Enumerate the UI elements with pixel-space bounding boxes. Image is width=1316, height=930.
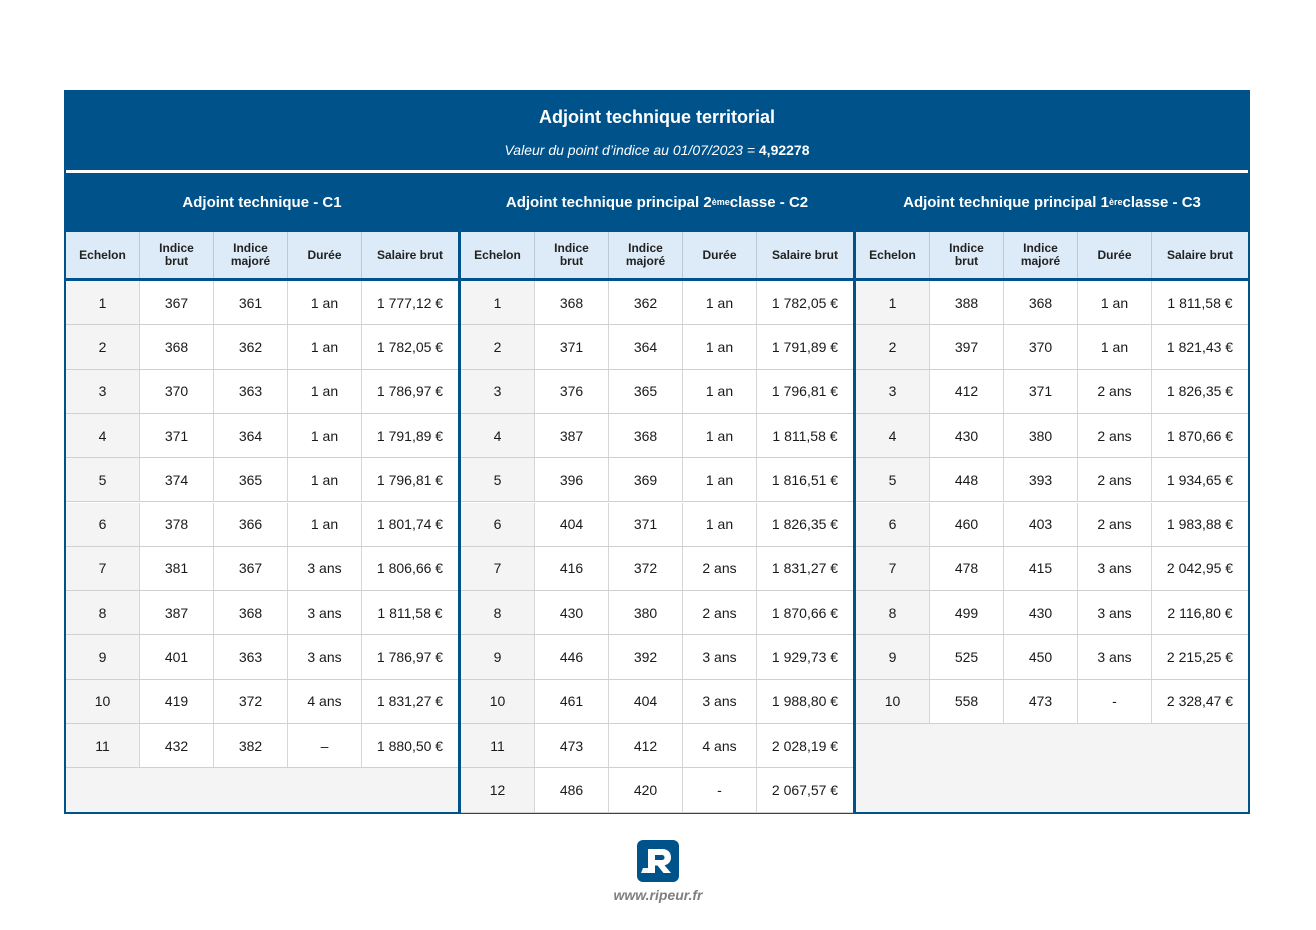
cell-duree: 1 an	[683, 325, 757, 368]
table-row	[856, 370, 1248, 414]
cell-echelon: 8	[66, 591, 140, 634]
cell-indice-brut: 396	[535, 458, 609, 501]
table-row	[66, 635, 458, 679]
cell-indice-majore: 380	[1004, 414, 1078, 457]
cell-indice-majore: 365	[609, 370, 683, 413]
cell-indice-brut: 387	[535, 414, 609, 457]
cell-indice-brut: 558	[930, 680, 1004, 723]
table-row	[66, 414, 458, 458]
cell-salaire-brut: 1 782,05 €	[376, 338, 444, 355]
cell-echelon: 1	[66, 281, 140, 324]
grade-block-c1	[66, 173, 458, 812]
cell-salaire-brut: 1 870,66 €	[1166, 427, 1234, 444]
cell-echelon: 10	[856, 680, 930, 723]
cell-salaire-brut: 1 796,81 €	[771, 383, 839, 400]
cell-echelon: 4	[461, 414, 535, 457]
column-header-salaire-brut: Salaire brut	[1166, 247, 1234, 262]
cell-salaire-brut: 1 870,66 €	[771, 604, 839, 621]
cell-duree: 2 ans	[1078, 503, 1152, 546]
grade-rows	[461, 281, 853, 812]
cell-echelon: 5	[856, 458, 930, 501]
table-row	[461, 547, 853, 591]
cell-indice-majore: 371	[1004, 370, 1078, 413]
cell-indice-brut: 460	[930, 503, 1004, 546]
cell-duree: 2 ans	[1078, 458, 1152, 501]
column-header-indice-majore: Indice majoré	[1004, 232, 1078, 278]
table-row	[461, 370, 853, 414]
cell-indice-majore: 404	[609, 680, 683, 723]
cell-duree: 4 ans	[288, 680, 362, 723]
cell-indice-brut: 404	[535, 503, 609, 546]
column-header-echelon: Echelon	[856, 232, 930, 278]
column-header-duree: Durée	[683, 232, 757, 278]
cell-echelon: 5	[461, 458, 535, 501]
cell-echelon: 2	[461, 325, 535, 368]
cell-duree: 3 ans	[288, 591, 362, 634]
cell-indice-majore: 363	[214, 635, 288, 678]
cell-indice-majore: 368	[1004, 281, 1078, 324]
cell-duree: 3 ans	[683, 635, 757, 678]
cell-salaire-brut: 2 028,19 €	[771, 737, 839, 754]
cell-duree: 1 an	[683, 281, 757, 324]
cell-salaire-brut: 1 811,58 €	[772, 427, 838, 444]
table-row	[856, 414, 1248, 458]
cell-echelon: 9	[856, 635, 930, 678]
cell-indice-brut: 419	[140, 680, 214, 723]
cell-duree: 2 ans	[1078, 370, 1152, 413]
cell-indice-brut: 371	[535, 325, 609, 368]
cell-duree: 1 an	[288, 458, 362, 501]
cell-duree: 3 ans	[1078, 591, 1152, 634]
cell-indice-majore: 366	[214, 503, 288, 546]
grade-rows	[66, 281, 458, 812]
cell-indice-majore: 365	[214, 458, 288, 501]
salary-grid-table	[64, 90, 1250, 814]
cell-echelon: 2	[66, 325, 140, 368]
cell-indice-brut: 446	[535, 635, 609, 678]
cell-indice-majore: 403	[1004, 503, 1078, 546]
table-row	[461, 458, 853, 502]
cell-echelon: 12	[461, 768, 535, 811]
cell-indice-majore: 473	[1004, 680, 1078, 723]
cell-indice-brut: 448	[930, 458, 1004, 501]
cell-indice-brut: 412	[930, 370, 1004, 413]
grade-title-text: Adjoint technique principal 2	[505, 193, 712, 211]
grade-title	[856, 173, 1248, 231]
grade-title-text: Adjoint technique - C1	[182, 193, 342, 211]
cell-indice-brut: 371	[140, 414, 214, 457]
cell-salaire-brut: 2 328,47 €	[1166, 693, 1234, 710]
empty-area	[66, 768, 458, 812]
cell-indice-majore: 371	[609, 503, 683, 546]
cell-salaire-brut: 1 816,51 €	[771, 471, 839, 488]
table-row	[66, 325, 458, 369]
cell-salaire-brut: 1 826,35 €	[771, 516, 839, 533]
cell-indice-majore: 415	[1004, 547, 1078, 590]
cell-duree: 1 an	[683, 458, 757, 501]
cell-salaire-brut: 1 801,74 €	[376, 516, 444, 533]
grade-block-c3	[856, 173, 1248, 812]
grade-title-sup: ère	[1108, 197, 1123, 207]
column-header-indice-brut: Indice brut	[930, 232, 1004, 278]
cell-echelon: 7	[856, 547, 930, 590]
cell-echelon: 3	[856, 370, 930, 413]
cell-indice-majore: 450	[1004, 635, 1078, 678]
table-row	[66, 591, 458, 635]
table-row	[461, 281, 853, 325]
cell-duree: 3 ans	[1078, 635, 1152, 678]
cell-salaire-brut: 1 821,43 €	[1166, 338, 1234, 355]
table-row	[66, 503, 458, 547]
cell-indice-majore: 372	[214, 680, 288, 723]
cell-indice-majore: 430	[1004, 591, 1078, 634]
cell-salaire-brut: 1 934,65 €	[1166, 471, 1234, 488]
table-row	[856, 635, 1248, 679]
cell-salaire-brut: 2 215,25 €	[1166, 649, 1234, 666]
cell-echelon: 8	[856, 591, 930, 634]
cell-salaire-brut: 1 811,58 €	[1167, 294, 1233, 311]
cell-indice-brut: 370	[140, 370, 214, 413]
cell-duree: 4 ans	[683, 724, 757, 767]
cell-duree: 3 ans	[683, 680, 757, 723]
cell-duree: 2 ans	[1078, 414, 1152, 457]
cell-duree: –	[288, 724, 362, 767]
cell-indice-majore: 363	[214, 370, 288, 413]
cell-duree: 3 ans	[288, 635, 362, 678]
cell-echelon: 4	[66, 414, 140, 457]
cell-salaire-brut: 2 116,80 €	[1167, 604, 1233, 621]
table-row	[461, 591, 853, 635]
cell-indice-brut: 368	[140, 325, 214, 368]
column-headers	[66, 232, 458, 278]
cell-indice-majore: 368	[609, 414, 683, 457]
cell-indice-brut: 397	[930, 325, 1004, 368]
cell-salaire-brut: 1 831,27 €	[771, 560, 839, 577]
cell-indice-majore: 369	[609, 458, 683, 501]
cell-indice-brut: 381	[140, 547, 214, 590]
cell-echelon: 10	[461, 680, 535, 723]
table-row	[461, 680, 853, 724]
ripeur-logo-icon[interactable]	[637, 840, 679, 882]
cell-salaire-brut: 1 786,97 €	[376, 649, 444, 666]
cell-duree: 2 ans	[683, 591, 757, 634]
cell-echelon: 7	[461, 547, 535, 590]
cell-duree: 3 ans	[1078, 547, 1152, 590]
cell-duree: 1 an	[288, 414, 362, 457]
cell-indice-brut: 401	[140, 635, 214, 678]
cell-indice-majore: 367	[214, 547, 288, 590]
cell-indice-brut: 376	[535, 370, 609, 413]
cell-duree: 1 an	[1078, 281, 1152, 324]
grade-rows	[856, 281, 1248, 812]
cell-indice-brut: 378	[140, 503, 214, 546]
cell-echelon: 9	[461, 635, 535, 678]
column-headers	[461, 232, 853, 278]
table-header	[64, 90, 1250, 170]
cell-indice-majore: 392	[609, 635, 683, 678]
column-header-salaire-brut: Salaire brut	[376, 247, 444, 262]
cell-echelon: 11	[461, 724, 535, 767]
cell-indice-majore: 362	[609, 281, 683, 324]
table-row	[66, 370, 458, 414]
table-row	[461, 768, 853, 812]
cell-duree: 1 an	[683, 503, 757, 546]
table-row	[66, 680, 458, 724]
cell-indice-majore: 368	[214, 591, 288, 634]
cell-salaire-brut: 1 983,88 €	[1166, 516, 1234, 533]
cell-echelon: 5	[66, 458, 140, 501]
cell-indice-majore: 361	[214, 281, 288, 324]
table-row	[856, 547, 1248, 591]
cell-echelon: 8	[461, 591, 535, 634]
cell-salaire-brut: 1 782,05 €	[771, 294, 839, 311]
column-header-indice-brut: Indice brut	[140, 232, 214, 278]
cell-indice-brut: 388	[930, 281, 1004, 324]
cell-echelon: 6	[66, 503, 140, 546]
column-header-echelon: Echelon	[66, 232, 140, 278]
cell-salaire-brut: 1 786,97 €	[376, 383, 444, 400]
point-value: 4,92278	[758, 142, 810, 158]
table-row	[856, 458, 1248, 502]
table-row	[66, 458, 458, 502]
cell-indice-majore: 420	[609, 768, 683, 811]
cell-indice-brut: 432	[140, 724, 214, 767]
cell-indice-majore: 412	[609, 724, 683, 767]
cell-indice-majore: 364	[214, 414, 288, 457]
grade-title-text: Adjoint technique principal 1	[903, 193, 1109, 211]
cell-echelon: 11	[66, 724, 140, 767]
table-row	[856, 680, 1248, 724]
column-header-duree: Durée	[288, 232, 362, 278]
cell-indice-brut: 374	[140, 458, 214, 501]
table-row	[66, 547, 458, 591]
cell-duree: 1 an	[683, 414, 757, 457]
cell-salaire-brut: 1 777,12 €	[376, 294, 444, 311]
cell-salaire-brut: 1 831,27 €	[376, 693, 444, 710]
cell-indice-brut: 478	[930, 547, 1004, 590]
cell-indice-majore: 362	[214, 325, 288, 368]
cell-indice-brut: 486	[535, 768, 609, 811]
grade-title-sup: ème	[711, 197, 730, 207]
cell-indice-majore: 370	[1004, 325, 1078, 368]
empty-area	[856, 724, 1248, 812]
website-link[interactable]: www.ripeur.fr	[613, 887, 703, 903]
cell-indice-brut: 416	[535, 547, 609, 590]
cell-salaire-brut: 2 042,95 €	[1166, 560, 1234, 577]
cell-echelon: 3	[66, 370, 140, 413]
point-value-label: Valeur du point d’indice au 01/07/2023 =	[504, 142, 759, 158]
cell-duree: -	[683, 768, 757, 811]
table-row	[856, 281, 1248, 325]
cell-echelon: 6	[856, 503, 930, 546]
cell-indice-brut: 525	[930, 635, 1004, 678]
cell-indice-brut: 473	[535, 724, 609, 767]
cell-duree: 2 ans	[683, 547, 757, 590]
table-row	[856, 503, 1248, 547]
point-value-line	[64, 142, 1250, 158]
cell-echelon: 7	[66, 547, 140, 590]
cell-salaire-brut: 2 067,57 €	[771, 781, 839, 798]
cell-indice-brut: 387	[140, 591, 214, 634]
cell-duree: 1 an	[683, 370, 757, 413]
cell-echelon: 4	[856, 414, 930, 457]
cell-salaire-brut: 1 811,58 €	[377, 604, 443, 621]
cell-duree: 1 an	[1078, 325, 1152, 368]
cell-salaire-brut: 1 796,81 €	[376, 471, 444, 488]
cell-salaire-brut: 1 988,80 €	[771, 693, 839, 710]
cell-duree: 1 an	[288, 325, 362, 368]
cell-indice-brut: 367	[140, 281, 214, 324]
cell-indice-brut: 430	[535, 591, 609, 634]
cell-indice-majore: 372	[609, 547, 683, 590]
table-row	[461, 414, 853, 458]
cell-echelon: 3	[461, 370, 535, 413]
grade-title-suffix: classe - C3	[1122, 193, 1201, 211]
grade-title	[461, 173, 853, 231]
cell-salaire-brut: 1 791,89 €	[376, 427, 444, 444]
cell-indice-brut: 430	[930, 414, 1004, 457]
cell-echelon: 2	[856, 325, 930, 368]
column-header-duree: Durée	[1078, 232, 1152, 278]
table-row	[461, 724, 853, 768]
cell-indice-brut: 461	[535, 680, 609, 723]
cell-indice-brut: 368	[535, 281, 609, 324]
cell-echelon: 9	[66, 635, 140, 678]
cell-echelon: 1	[461, 281, 535, 324]
table-row	[856, 591, 1248, 635]
cell-echelon: 1	[856, 281, 930, 324]
table-row	[461, 503, 853, 547]
cell-salaire-brut: 1 806,66 €	[376, 560, 444, 577]
cell-duree: 1 an	[288, 281, 362, 324]
column-headers	[856, 232, 1248, 278]
table-title: Adjoint technique territorial	[538, 107, 775, 127]
cell-indice-brut: 499	[930, 591, 1004, 634]
cell-indice-majore: 364	[609, 325, 683, 368]
cell-duree: 1 an	[288, 503, 362, 546]
cell-duree: 1 an	[288, 370, 362, 413]
table-row	[66, 281, 458, 325]
cell-echelon: 6	[461, 503, 535, 546]
cell-salaire-brut: 1 929,73 €	[771, 649, 839, 666]
column-header-indice-majore: Indice majoré	[609, 232, 683, 278]
grade-block-c2	[461, 173, 853, 812]
grade-title	[66, 173, 458, 231]
cell-salaire-brut: 1 880,50 €	[376, 737, 444, 754]
logo-r-icon	[637, 840, 679, 882]
cell-indice-majore: 393	[1004, 458, 1078, 501]
cell-echelon: 10	[66, 680, 140, 723]
column-header-indice-brut: Indice brut	[535, 232, 609, 278]
table-row	[461, 635, 853, 679]
table-row	[856, 325, 1248, 369]
column-header-echelon: Echelon	[461, 232, 535, 278]
cell-salaire-brut: 1 791,89 €	[771, 338, 839, 355]
column-header-salaire-brut: Salaire brut	[771, 247, 839, 262]
cell-indice-majore: 380	[609, 591, 683, 634]
table-row	[66, 724, 458, 768]
cell-duree: 3 ans	[288, 547, 362, 590]
cell-duree: -	[1078, 680, 1152, 723]
cell-salaire-brut: 1 826,35 €	[1166, 383, 1234, 400]
grade-title-suffix: classe - C2	[729, 193, 809, 211]
cell-indice-majore: 382	[214, 724, 288, 767]
column-header-indice-majore: Indice majoré	[214, 232, 288, 278]
table-row	[461, 325, 853, 369]
